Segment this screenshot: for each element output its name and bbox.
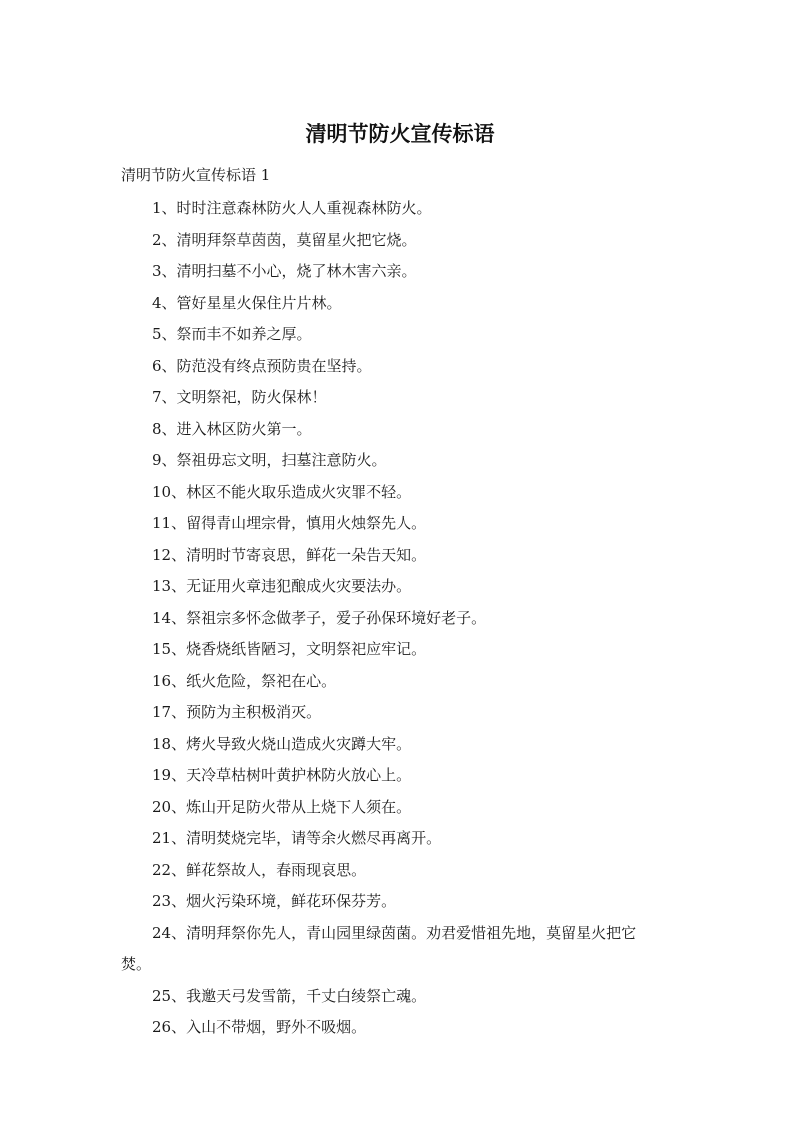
- slogan-item: [0, 414, 800, 446]
- slogan-item: [0, 540, 800, 572]
- slogan-text: 5、祭而丰不如养之厚。: [152, 325, 312, 343]
- slogan-text: 24、清明拜祭你先人，青山园里绿茵菌。劝君爱惜祖先地，莫留星火把它: [152, 923, 637, 942]
- slogan-item: [0, 823, 800, 855]
- slogan-text: 2、清明拜祭草茵茵，莫留星火把它烧。: [152, 230, 417, 249]
- slogan-item: [0, 445, 800, 477]
- slogan-text: 14、祭祖宗多怀念做孝子，爱子孙保环境好老子。: [152, 608, 487, 627]
- slogan-item: [0, 792, 800, 824]
- slogan-text: 6、防范没有终点预防贵在坚持。: [152, 356, 372, 375]
- slogan-text: 12、清明时节寄哀思，鲜花一朵告天知。: [152, 545, 427, 564]
- slogan-text: 15、烧香烧纸皆陋习，文明祭祀应牢记。: [152, 640, 427, 658]
- slogan-text: 10、林区不能火取乐造成火灾罪不轻。: [152, 482, 412, 501]
- slogan-item: [0, 1012, 800, 1044]
- slogan-text: 23、烟火污染环境，鲜花环保芬芳。: [152, 892, 397, 910]
- slogan-text: 19、天冷草枯树叶黄护林防火放心上。: [152, 766, 412, 784]
- slogan-text: 25、我邀天弓发雪箭，千丈白绫祭亡魂。: [152, 986, 427, 1005]
- slogan-item: [0, 634, 800, 666]
- slogan-text: 22、鲜花祭故人，春雨现哀思。: [152, 860, 367, 879]
- slogan-item: [0, 256, 800, 288]
- slogan-item: [0, 666, 800, 698]
- slogan-item: [0, 886, 800, 918]
- slogan-list: [0, 193, 800, 1044]
- slogan-item: [0, 729, 800, 761]
- section-heading: 清明节防火宣传标语 1: [121, 166, 271, 184]
- slogan-text: 11、留得青山埋宗骨，慎用火烛祭先人。: [152, 514, 427, 532]
- slogan-text: 26、入山不带烟，野外不吸烟。: [152, 1018, 367, 1036]
- slogan-text: 8、进入林区防火第一。: [152, 419, 312, 438]
- slogan-text: 17、预防为主积极消灭。: [152, 703, 322, 721]
- slogan-item: [0, 855, 800, 887]
- slogan-item: [0, 981, 800, 1013]
- slogan-text: 18、烤火导致火烧山造成火灾蹲大牢。: [152, 734, 412, 753]
- slogan-text-continuation: 焚。: [121, 955, 152, 973]
- slogan-item: [0, 288, 800, 320]
- slogan-item: [0, 319, 800, 351]
- slogan-item: [0, 697, 800, 729]
- slogan-text: 9、祭祖毋忘文明，扫墓注意防火。: [152, 451, 387, 469]
- slogan-text: 21、清明焚烧完毕，请等余火燃尽再离开。: [152, 829, 442, 847]
- slogan-text: 7、文明祭祀，防火保林！: [152, 388, 327, 406]
- slogan-text: 4、管好星星火保住片片林。: [152, 293, 342, 312]
- slogan-text: 3、清明扫墓不小心，烧了林木害六亲。: [152, 262, 417, 280]
- slogan-text: 20、炼山开足防火带从上烧下人须在。: [152, 797, 412, 816]
- slogan-text: 16、纸火危险，祭祀在心。: [152, 671, 337, 690]
- document-title: 清明节防火宣传标语: [305, 122, 495, 146]
- slogan-item: [0, 603, 800, 635]
- slogan-item: [0, 760, 800, 792]
- slogan-item: [0, 193, 800, 225]
- slogan-item: [0, 351, 800, 383]
- slogan-item: [0, 225, 800, 257]
- slogan-item: [0, 571, 800, 603]
- slogan-item: [0, 382, 800, 414]
- slogan-item: [0, 477, 800, 509]
- slogan-item: [0, 918, 800, 981]
- slogan-item: [0, 508, 800, 540]
- slogan-text: 13、无证用火章违犯酿成火灾要法办。: [152, 577, 412, 595]
- slogan-text: 1、时时注意森林防火人人重视森林防火。: [152, 199, 432, 217]
